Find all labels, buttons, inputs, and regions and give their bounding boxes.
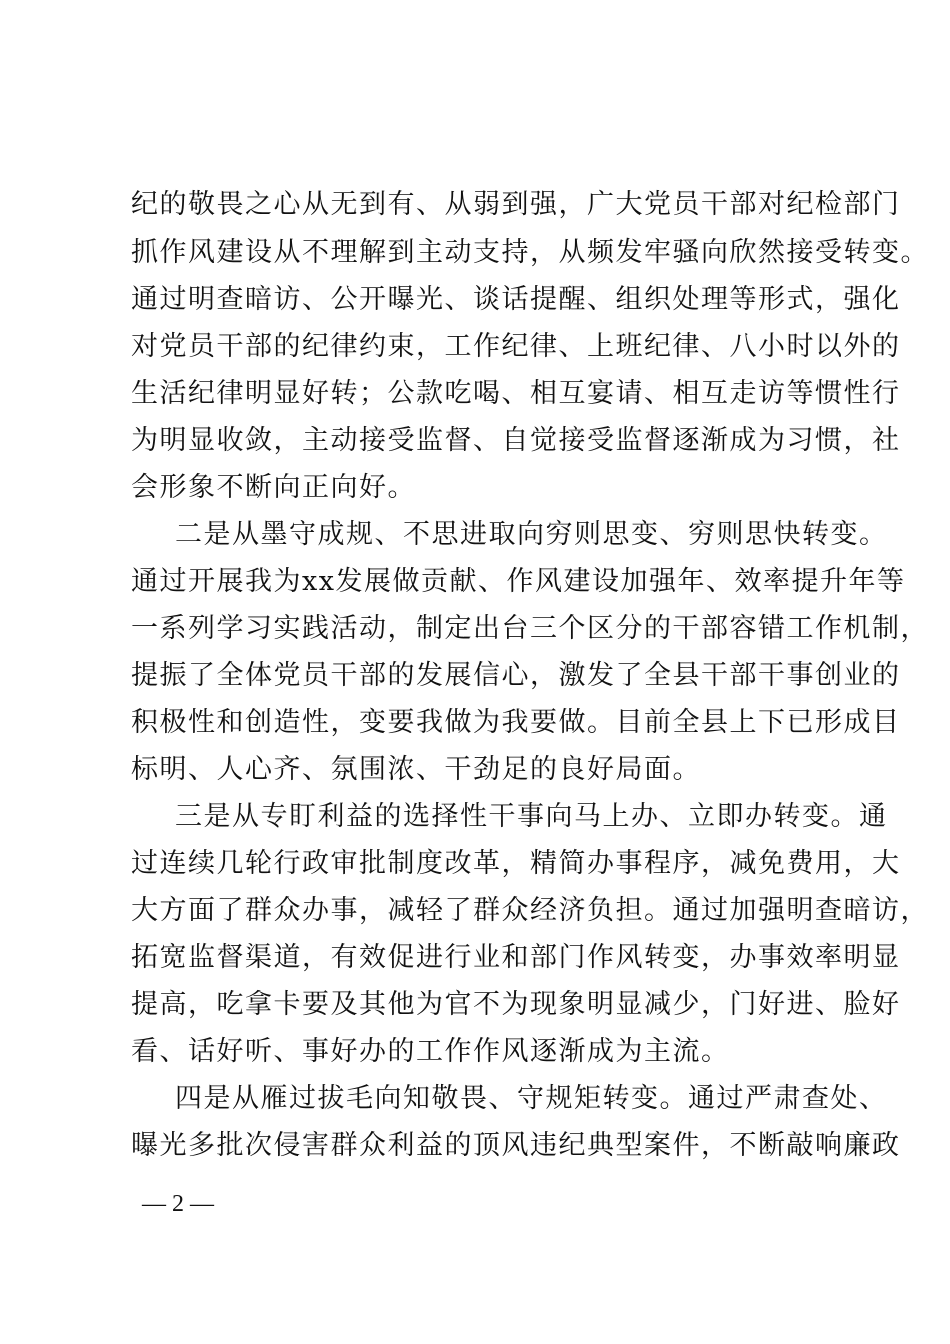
text-line: 抓作风建设从不理解到主动支持，从频发牢骚向欣然接受转变。 (131, 237, 929, 268)
text-line: 一系列学习实践活动，制定出台三个区分的干部容错工作机制， (131, 613, 929, 644)
text-line: 纪的敬畏之心从无到有、从弱到强，广大党员干部对纪检部门 (131, 189, 901, 220)
text-line: 大方面了群众办事，减轻了群众经济负担。通过加强明查暗访， (131, 895, 929, 926)
text-line: 曝光多批次侵害群众利益的顶风违纪典型案件，不断敲响廉政 (131, 1130, 901, 1161)
paragraph-heading-line: 四是从雁过拔毛向知敬畏、守规矩转变。通过严肃查处、 (175, 1083, 888, 1114)
text-line: 过连续几轮行政审批制度改革，精简办事程序，减免费用，大 (131, 848, 901, 879)
text-line: 提振了全体党员干部的发展信心，激发了全县干部干事创业的 (131, 660, 901, 691)
text-line: 通过开展我为xx发展做贡献、作风建设加强年、效率提升年等 (131, 566, 906, 597)
text-line: 通过明查暗访、公开曝光、谈话提醒、组织处理等形式，强化 (131, 284, 901, 315)
text-line: 会形象不断向正向好。 (131, 472, 416, 503)
text-line: 生活纪律明显好转；公款吃喝、相互宴请、相互走访等惯性行 (131, 378, 901, 409)
page-number: — 2 — (142, 1191, 214, 1217)
text-line: 提高，吃拿卡要及其他为官不为现象明显减少，门好进、脸好 (131, 989, 901, 1020)
text-line: 为明显收敛，主动接受监督、自觉接受监督逐渐成为习惯，社 (131, 425, 901, 456)
paragraph-heading-line: 三是从专盯利益的选择性干事向马上办、立即办转变。通 (175, 801, 888, 832)
paragraph-heading-line: 二是从墨守成规、不思进取向穷则思变、穷则思快转变。 (175, 519, 888, 550)
text-line: 看、话好听、事好办的工作作风逐渐成为主流。 (131, 1036, 730, 1067)
text-line: 标明、人心齐、氛围浓、干劲足的良好局面。 (131, 754, 701, 785)
text-line: 积极性和创造性，变要我做为我要做。目前全县上下已形成目 (131, 707, 901, 738)
text-line: 拓宽监督渠道，有效促进行业和部门作风转变，办事效率明显 (131, 942, 901, 973)
text-line: 对党员干部的纪律约束，工作纪律、上班纪律、八小时以外的 (131, 331, 901, 362)
